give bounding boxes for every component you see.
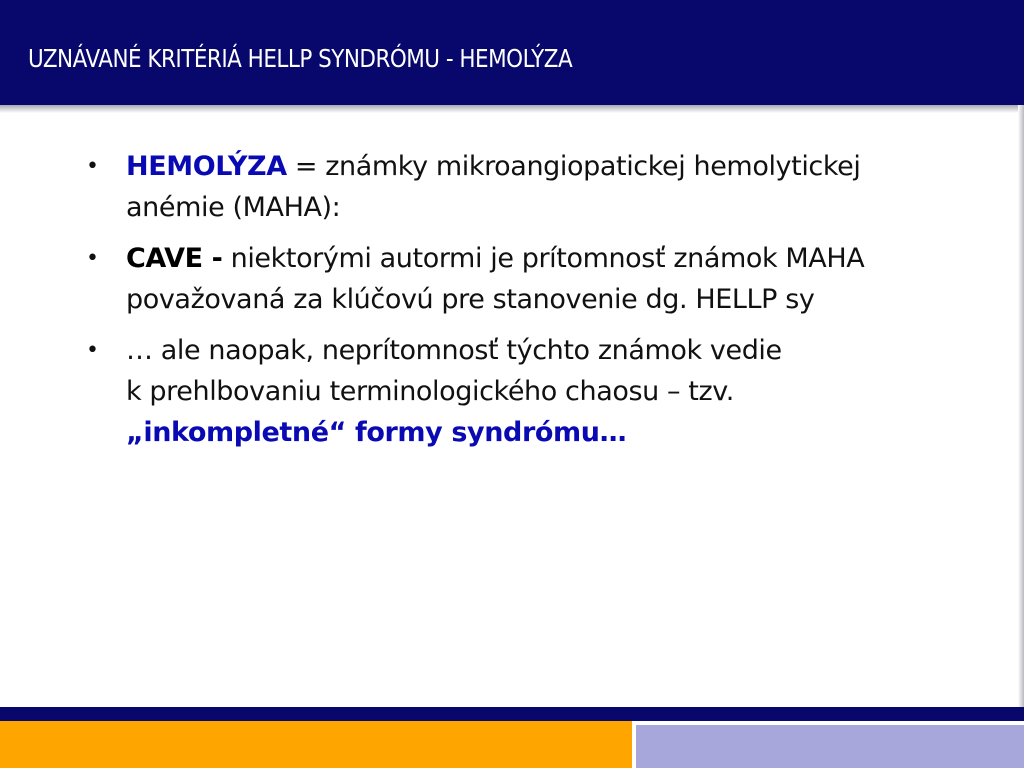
bullet-line: anémie (MAHA): — [126, 192, 341, 223]
bullet-line: … ale naopak, neprítomnosť týchto známok vedie — [126, 335, 782, 366]
bullet-line: k prehlbovaniu terminologického chaosu – tzv. — [126, 376, 734, 407]
bullet-line — [126, 238, 1006, 279]
footer-lavender-block — [632, 721, 1024, 768]
bullet-list — [86, 146, 1006, 463]
bullet-lead-term: HEMOLÝZA — [126, 151, 287, 182]
bullet-icon: • — [86, 338, 99, 363]
bullet-emphasis: „inkompletné“ formy syndrómu… — [126, 417, 627, 448]
bullet-icon: • — [86, 154, 99, 179]
right-edge-shadow — [1018, 105, 1024, 708]
bullet-icon: • — [86, 246, 99, 271]
slide-title: UZNÁVANÉ KRITÉRIÁ HELLP SYNDRÓMU - HEMOLÝZA — [28, 44, 573, 73]
bullet-line: považovaná za klúčovú pre stanovenie dg. HELLP sy — [126, 284, 815, 315]
footer-orange-block — [0, 721, 632, 768]
bullet-text: niektorými autormi je prítomnosť známok MAHA — [222, 243, 865, 274]
bullet-line — [126, 146, 1006, 187]
bullet-lead-term: CAVE - — [126, 243, 223, 274]
title-bar — [0, 0, 1024, 105]
title-shadow — [0, 105, 1024, 113]
bullet-text: = známky mikroangiopatickej hemolytickej — [286, 151, 861, 182]
bullet-item-hemolyza — [86, 146, 1006, 228]
footer-divider — [0, 707, 1024, 721]
bullet-item-cave — [86, 238, 1006, 320]
bullet-item-inkompletne — [86, 330, 1006, 453]
